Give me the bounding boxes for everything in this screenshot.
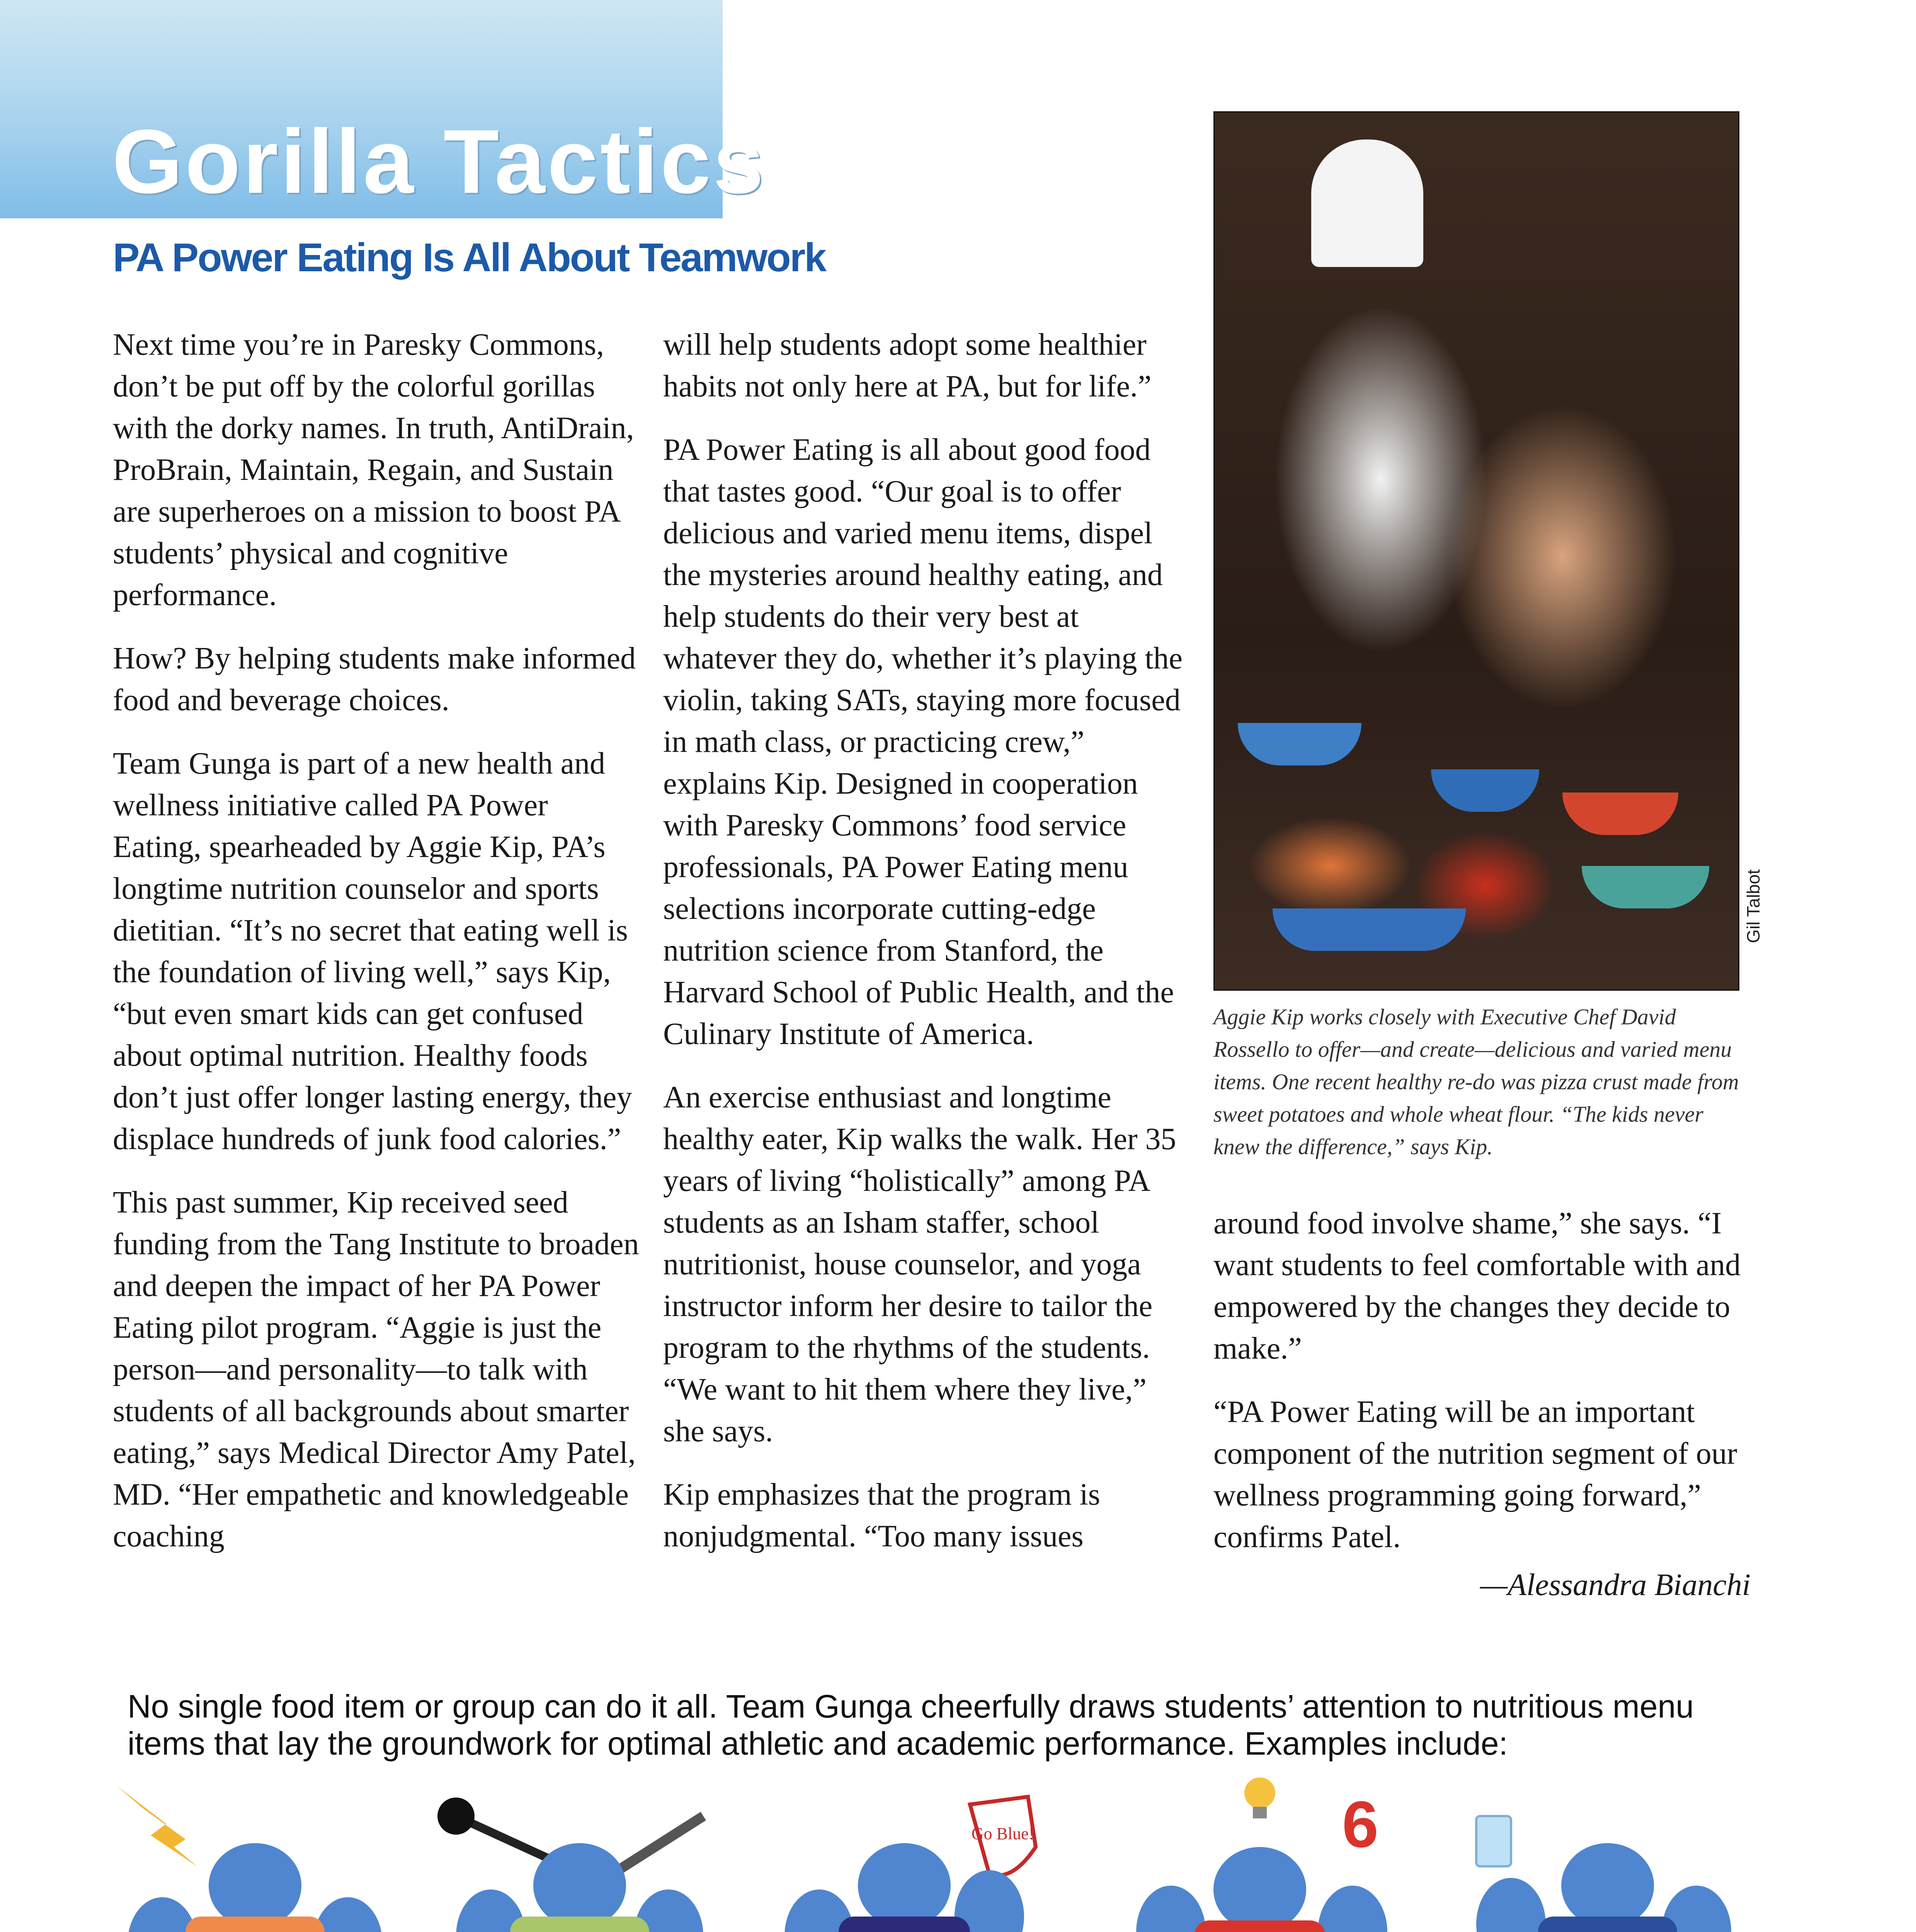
regain-gorilla-figure [433,1770,711,1932]
wrench-icon [618,1816,703,1870]
article-paragraph: will help students adopt some healthier habits not only here at PA, but for life.” [663,328,1152,403]
sustain-gorilla-figure [108,1770,386,1932]
article-column-2 [663,324,1193,1579]
sign-text: Go Blue! [971,1824,1035,1843]
sustain-gorilla [108,1770,386,1932]
antidrain-gorilla [1461,1770,1739,1932]
gorilla-arm-right [1318,1886,1387,1932]
article-paragraph: Team Gunga is part of a new health and wellness initiative called PA Power Eating, spearheaded by Aggie Kip, PA’s longtime nutrition counselor and sports dietitian. “It’s no secret that eating well is the foundation of living well,” says Kip, “but even smart kids can get confused about optimal nutrition. Healthy foods don’t just offer longer lasting energy, they displace hundreds of junk food calories.” [113,747,632,1156]
photo-credit: Gil Talbot [1743,869,1763,943]
gorilla-head [1561,1843,1654,1928]
gorilla-arm-left [1136,1886,1206,1932]
article-column-1 [113,324,642,1579]
article-paragraph: How? By helping students make informed food and beverage choices. [113,641,636,717]
gorilla-shirt [185,1917,325,1932]
water-glass-icon [1476,1816,1511,1866]
maintain-gorilla-figure [773,1770,1051,1932]
gorilla-shirt [1194,1920,1326,1932]
article-paragraph: Kip emphasizes that the program is nonjudgmental. “Too many issues [663,1478,1100,1553]
lightning-bolt-icon [116,1785,197,1866]
regain-gorilla [433,1770,711,1932]
article-paragraph: around food involve shame,” she says. “I want students to feel comfortable with and empowered by the changes they decide to make.” [1213,1206,1741,1366]
kettlebell-icon [437,1798,475,1835]
team-gunga-intro: No single food item or group can do it all. Team Gunga cheerfully draws students’ attention to nutritious menu items that lay the groundwork for optimal athletic and academic performance. Examples include: [128,1688,1694,1762]
article-paragraph: This past summer, Kip received seed funding from the Tang Institute to broaden and deepen the impact of her PA Power Eating pilot program. “Aggie is just the person—and personality—to talk with students of all backgrounds about smarter eating,” says Medical Director Amy Patel, MD. “Her empathetic and knowledgeable coaching [113,1185,639,1553]
gorilla-head [209,1843,301,1928]
photo-caption: Aggie Kip works closely with Executive Chef David Rossello to offer—and create—delicious and varied menu items. One recent healthy re-do was pizza crust made from sweet potatoes and whole wheat flour. “The kids never knew the difference,” says Kip. [1213,1004,1739,1159]
number-six-sign: 6 [1342,1788,1379,1861]
food-bowl [1582,866,1709,908]
lightbulb-icon [1244,1777,1275,1808]
chef-hat-shape [1311,139,1423,267]
food-bowl [1238,723,1361,765]
food-bowl [1273,908,1466,951]
gorilla-head [858,1843,951,1928]
gorilla-shirt [510,1917,649,1932]
article-column-3 [1213,1202,1751,1628]
food-bowl [1431,769,1539,812]
gorilla-shirt [1538,1917,1677,1932]
gorilla-arm-left [1476,1878,1546,1932]
article-paragraph: “PA Power Eating will be an important component of the nutrition segment of our wellness programming going forward,” confirms Patel. [1213,1395,1737,1554]
page-title: Gorilla Tactics [112,111,766,212]
article-paragraph: An exercise enthusiast and longtime healthy eater, Kip walks the walk. Her 35 years of living “holistically” among PA students as an Isham staffer, school nutritionist, house counselor, and yoga instructor inform her desire to tailor the program to the rhythms of the students. “We want to hit them where they live,” she says. [663,1080,1176,1448]
lightbulb-base [1253,1807,1267,1818]
author-byline: —Alessandra Bianchi [1480,1568,1751,1602]
article-paragraph: PA Power Eating is all about good food that tastes good. “Our goal is to offer delicious and varied menu items, dispel the mysteries around healthy eating, and help students do their very best at whatever they do, whether it’s playing the violin, taking SATs, staying more focused in math class, or practicing crew,” explains Kip. Designed in cooperation with Paresky Commons’ food service professionals, PA Power Eating menu selections incorporate cutting-edge nutrition science from Stanford, the Harvard School of Public Health, and the Culinary Institute of America. [663,433,1183,1051]
antidrain-gorilla-figure [1461,1770,1739,1932]
probrain-gorilla-figure [1128,1770,1407,1932]
probrain-gorilla [1128,1770,1407,1932]
gorilla-head [533,1843,626,1928]
page-subtitle: PA Power Eating Is All About Teamwork [113,235,826,280]
food-bowl [1562,793,1678,835]
chef-and-nutritionist-photo [1213,111,1739,991]
article-paragraph: Next time you’re in Paresky Commons, don’t be put off by the colorful gorillas with the dorky names. In truth, AntiDrain, ProBrain, Maintain, Regain, and Sustain are superheroes on a mission to boost PA students’ physical and cognitive performance. [113,328,634,612]
gorilla-head [1213,1847,1306,1932]
gorilla-shirt [839,1917,970,1932]
maintain-gorilla [773,1770,1051,1932]
